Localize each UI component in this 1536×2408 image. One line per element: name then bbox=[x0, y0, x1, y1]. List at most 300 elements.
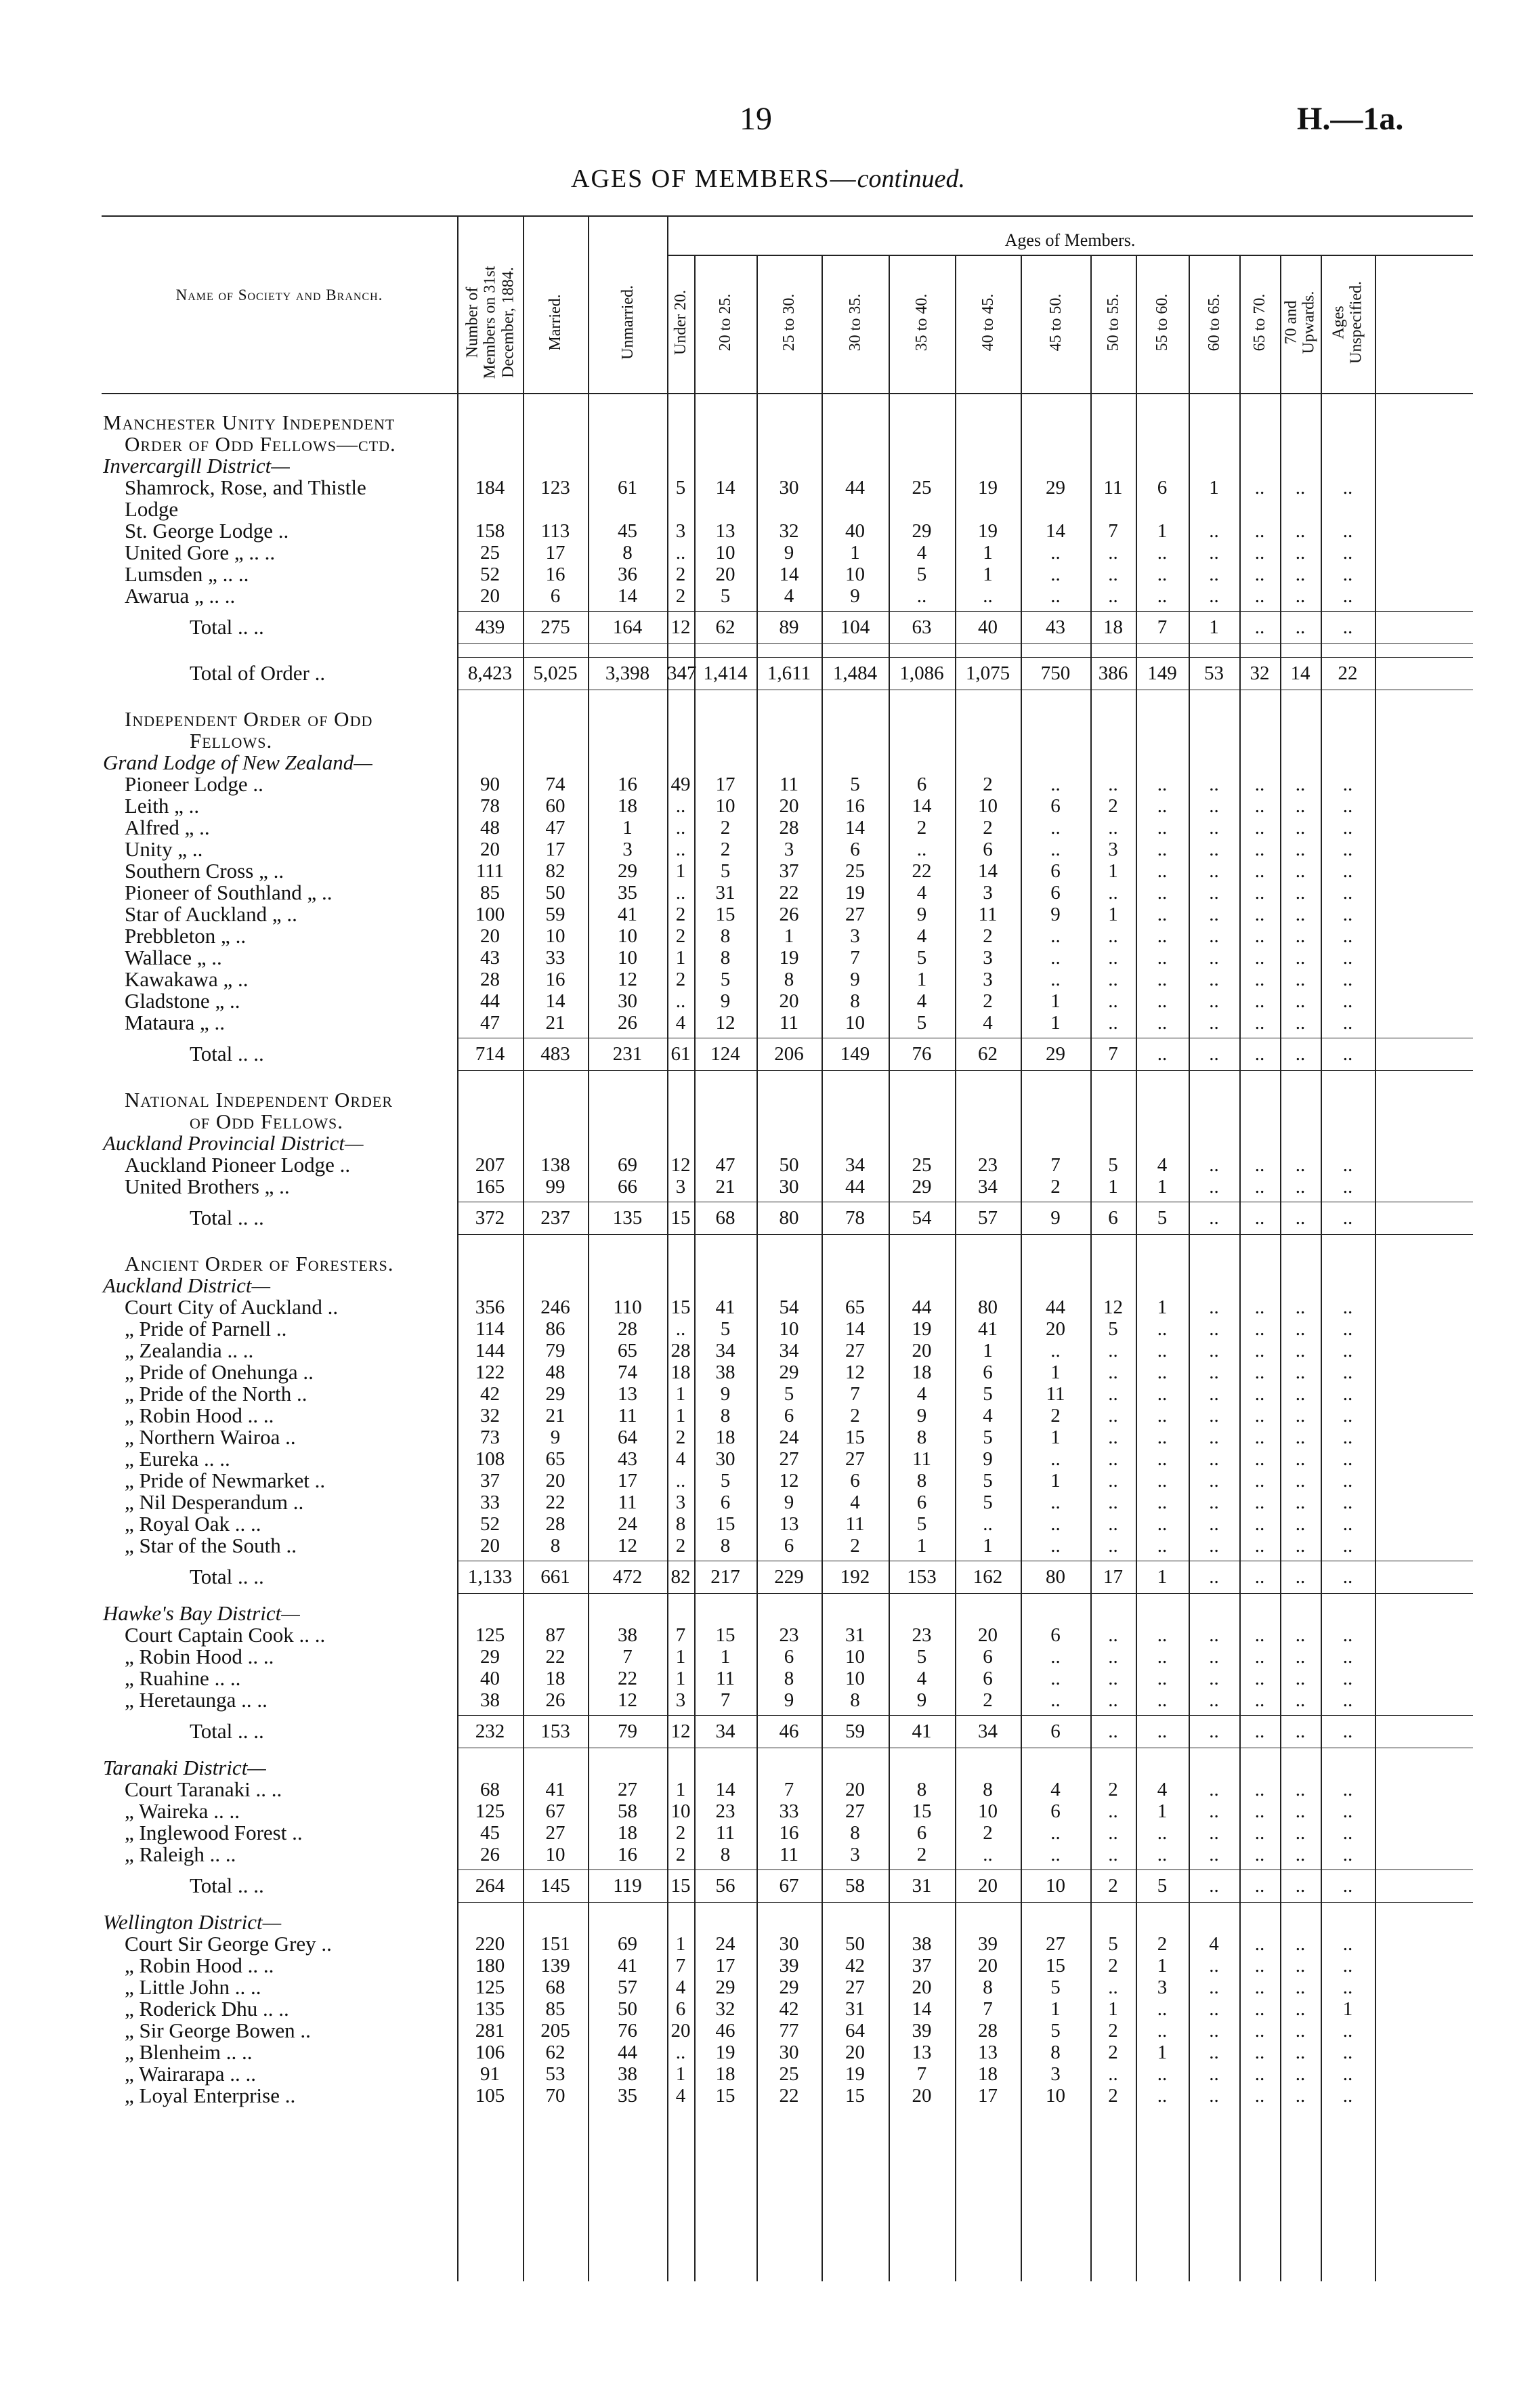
table-cell: 61 bbox=[670, 1043, 691, 1065]
table-cell: 44 bbox=[845, 1176, 865, 1198]
table-cell: .. bbox=[1209, 817, 1219, 839]
table-cell: 13 bbox=[978, 2042, 998, 2063]
table-cell: 8 bbox=[675, 1513, 686, 1535]
table-cell: 85 bbox=[545, 1998, 566, 2020]
table-cell: 27 bbox=[845, 1340, 865, 1361]
table-cell: 65 bbox=[545, 1448, 566, 1470]
item-label: Court Captain Cook .. .. bbox=[125, 1623, 326, 1647]
table-cell: 32 bbox=[480, 1405, 500, 1427]
table-cell: .. bbox=[1108, 1448, 1118, 1470]
table-cell: .. bbox=[1342, 1566, 1353, 1588]
table-cell: .. bbox=[1342, 2085, 1353, 2107]
table-cell: .. bbox=[1342, 2063, 1353, 2085]
table-cell: .. bbox=[1108, 1977, 1118, 1998]
table-cell: 2 bbox=[1108, 1955, 1118, 1977]
table-cell: 9 bbox=[850, 969, 860, 990]
table-cell: .. bbox=[1295, 1043, 1306, 1065]
table-cell: 1,414 bbox=[703, 662, 748, 684]
table-cell: 9 bbox=[720, 1383, 731, 1405]
table-cell: .. bbox=[1295, 1448, 1306, 1470]
table-row bbox=[102, 904, 1473, 925]
table-cell: 5 bbox=[916, 1012, 927, 1034]
table-cell: 8 bbox=[1050, 2042, 1061, 2063]
table-cell: 11 bbox=[1103, 477, 1123, 499]
table-cell: 78 bbox=[845, 1207, 865, 1229]
table-cell: 29 bbox=[1046, 477, 1065, 499]
table-cell: 3 bbox=[675, 1176, 686, 1198]
table-cell: 79 bbox=[618, 1720, 637, 1742]
table-row bbox=[102, 1427, 1473, 1448]
table-cell: 138 bbox=[540, 1154, 570, 1176]
total-row bbox=[102, 1875, 1473, 1897]
table-cell: .. bbox=[1342, 1383, 1353, 1405]
table-cell: .. bbox=[1295, 1535, 1306, 1557]
item-label: „ Robin Hood .. .. bbox=[125, 1953, 274, 1977]
table-cell: 1,075 bbox=[965, 662, 1010, 684]
table-cell: .. bbox=[1157, 542, 1168, 564]
table-cell: .. bbox=[1254, 839, 1265, 860]
table-cell: 27 bbox=[545, 1822, 566, 1844]
table-cell: .. bbox=[1295, 1624, 1306, 1646]
item-label: „ Nil Desperandum .. bbox=[125, 1490, 304, 1514]
table-cell: .. bbox=[1050, 542, 1061, 564]
table-cell: .. bbox=[1209, 1361, 1219, 1383]
table-cell: .. bbox=[1254, 1405, 1265, 1427]
table-cell: 73 bbox=[480, 1427, 500, 1448]
table-cell: 76 bbox=[912, 1043, 932, 1065]
table-cell: 28 bbox=[618, 1318, 637, 1340]
table-cell: .. bbox=[1209, 1566, 1219, 1588]
table-cell: 47 bbox=[715, 1154, 735, 1176]
table-row bbox=[102, 1757, 1473, 1779]
table-cell: .. bbox=[1342, 1513, 1353, 1535]
table-cell: .. bbox=[1254, 1535, 1265, 1557]
table-row bbox=[102, 1340, 1473, 1361]
table-cell: .. bbox=[1254, 1207, 1265, 1229]
item-label: „ Pride of Onehunga .. bbox=[125, 1360, 314, 1384]
table-row bbox=[102, 752, 1473, 774]
table-cell: .. bbox=[1050, 1689, 1061, 1711]
table-row bbox=[102, 1133, 1473, 1154]
table-cell: .. bbox=[1157, 1624, 1168, 1646]
table-row bbox=[102, 1361, 1473, 1383]
table-cell: .. bbox=[1157, 1340, 1168, 1361]
table-cell: 158 bbox=[475, 520, 505, 542]
table-cell: .. bbox=[1342, 1689, 1353, 1711]
table-cell: 1 bbox=[675, 860, 686, 882]
table-cell: 47 bbox=[545, 817, 566, 839]
table-cell: 14 bbox=[912, 795, 932, 817]
table-cell: 8 bbox=[916, 1427, 927, 1448]
table-cell: .. bbox=[1209, 1207, 1219, 1229]
table-cell: 9 bbox=[784, 1689, 794, 1711]
table-cell: .. bbox=[1295, 990, 1306, 1012]
table-cell: 1 bbox=[1050, 1470, 1061, 1492]
table-cell: 15 bbox=[670, 1296, 691, 1318]
table-cell: 18 bbox=[912, 1361, 932, 1383]
table-cell: .. bbox=[1209, 990, 1219, 1012]
table-cell: 67 bbox=[779, 1875, 799, 1897]
table-cell: 2 bbox=[983, 990, 993, 1012]
table-cell: 5 bbox=[916, 564, 927, 585]
table-cell: .. bbox=[1209, 1318, 1219, 1340]
column-header bbox=[1189, 256, 1239, 388]
table-cell: 50 bbox=[545, 882, 566, 904]
column-header-label: 55 to 60. bbox=[1153, 293, 1171, 351]
item-label: Alfred „ .. bbox=[125, 816, 210, 839]
table-cell: 1 bbox=[1157, 1296, 1168, 1318]
table-cell: .. bbox=[1157, 1043, 1168, 1065]
table-cell: .. bbox=[1050, 1668, 1061, 1689]
table-cell: 86 bbox=[545, 1318, 566, 1340]
table-cell: .. bbox=[1108, 2063, 1118, 2085]
table-cell: 2 bbox=[675, 969, 686, 990]
table-cell: .. bbox=[1108, 1361, 1118, 1383]
table-cell: .. bbox=[1295, 882, 1306, 904]
table-cell: .. bbox=[1209, 520, 1219, 542]
table-cell: 2 bbox=[1108, 2020, 1118, 2042]
table-cell: 5 bbox=[784, 1383, 794, 1405]
table-cell: 20 bbox=[845, 2042, 865, 2063]
table-row bbox=[102, 860, 1473, 882]
total-row bbox=[102, 616, 1473, 638]
table-cell: 231 bbox=[612, 1043, 643, 1065]
column-header bbox=[1280, 256, 1321, 388]
table-cell: 42 bbox=[845, 1955, 865, 1977]
table-cell: 23 bbox=[715, 1800, 735, 1822]
table-cell: .. bbox=[1342, 1822, 1353, 1844]
table-row bbox=[102, 1603, 1473, 1624]
table-cell: 6 bbox=[983, 839, 993, 860]
table-cell: .. bbox=[1108, 1822, 1118, 1844]
table-row bbox=[102, 1296, 1473, 1318]
total-row bbox=[102, 1207, 1473, 1229]
table-cell: .. bbox=[1295, 585, 1306, 607]
table-cell: .. bbox=[1108, 1427, 1118, 1448]
table-cell: 2 bbox=[983, 925, 993, 947]
table-cell: 184 bbox=[475, 477, 505, 499]
table-cell: .. bbox=[1209, 904, 1219, 925]
table-cell: .. bbox=[1254, 1844, 1265, 1865]
table-cell: 6 bbox=[784, 1646, 794, 1668]
table-cell: 108 bbox=[475, 1448, 505, 1470]
item-label: Mataura „ .. bbox=[125, 1011, 226, 1034]
item-label: Lumsden „ .. .. bbox=[125, 562, 249, 586]
table-cell: .. bbox=[1157, 1427, 1168, 1448]
table-cell: 1 bbox=[675, 947, 686, 969]
section-label: Order of Odd Fellows—ctd. bbox=[125, 432, 396, 456]
table-row bbox=[102, 520, 1473, 542]
table-cell: 122 bbox=[475, 1361, 505, 1383]
table-cell: 17 bbox=[715, 1955, 735, 1977]
table-cell: 1,611 bbox=[767, 662, 811, 684]
table-cell: 17 bbox=[618, 1470, 637, 1492]
table-cell: 4 bbox=[916, 1383, 927, 1405]
table-cell: 48 bbox=[480, 817, 500, 839]
table-cell: .. bbox=[1209, 1689, 1219, 1711]
table-cell: 1 bbox=[675, 1779, 686, 1800]
column-header-label: Ages Unspecified. bbox=[1329, 280, 1365, 364]
table-cell: 1 bbox=[983, 542, 993, 564]
table-cell: .. bbox=[1342, 947, 1353, 969]
table-cell: 10 bbox=[1046, 1875, 1065, 1897]
table-cell: 12 bbox=[845, 1361, 865, 1383]
total-rule-above bbox=[457, 1715, 1473, 1716]
table-cell: 2 bbox=[720, 839, 731, 860]
total-label: Total of Order .. bbox=[190, 661, 326, 685]
table-cell: 80 bbox=[1046, 1566, 1065, 1588]
table-cell: .. bbox=[1342, 1207, 1353, 1229]
table-cell: 41 bbox=[618, 904, 637, 925]
table-cell: .. bbox=[1295, 1513, 1306, 1535]
total-row bbox=[102, 1720, 1473, 1742]
table-cell: 24 bbox=[779, 1427, 799, 1448]
table-cell: 87 bbox=[545, 1624, 566, 1646]
table-cell: .. bbox=[675, 839, 686, 860]
table-cell: .. bbox=[1108, 1624, 1118, 1646]
item-label: „ Blenheim .. .. bbox=[125, 2040, 253, 2064]
column-header bbox=[588, 256, 667, 388]
district-label: Taranaki District— bbox=[103, 1756, 266, 1779]
table-cell: .. bbox=[1342, 904, 1353, 925]
table-cell: .. bbox=[1050, 1822, 1061, 1844]
table-cell: .. bbox=[983, 1844, 993, 1865]
table-cell: .. bbox=[1209, 1492, 1219, 1513]
table-cell: 20 bbox=[480, 839, 500, 860]
table-cell: 31 bbox=[845, 1998, 865, 2020]
table-cell: 20 bbox=[912, 1977, 932, 1998]
table-cell: .. bbox=[1342, 564, 1353, 585]
column-header bbox=[523, 256, 588, 388]
table-cell: .. bbox=[1295, 860, 1306, 882]
table-cell: .. bbox=[1157, 1720, 1168, 1742]
table-cell: 3 bbox=[983, 969, 993, 990]
table-cell: 25 bbox=[912, 477, 932, 499]
table-cell: 162 bbox=[973, 1566, 1003, 1588]
table-cell: .. bbox=[1295, 1998, 1306, 2020]
table-cell: .. bbox=[1209, 860, 1219, 882]
table-cell: .. bbox=[1209, 2042, 1219, 2063]
table-cell: .. bbox=[1254, 1154, 1265, 1176]
table-cell: 82 bbox=[545, 860, 566, 882]
table-cell: 4 bbox=[675, 1012, 686, 1034]
table-cell: 4 bbox=[1050, 1779, 1061, 1800]
table-cell: 4 bbox=[1157, 1154, 1168, 1176]
section-label: of Odd Fellows. bbox=[190, 1110, 343, 1133]
table-cell: .. bbox=[1342, 1318, 1353, 1340]
table-cell: .. bbox=[1295, 1470, 1306, 1492]
table-cell: 34 bbox=[715, 1720, 735, 1742]
table-cell: 23 bbox=[779, 1624, 799, 1646]
table-cell: .. bbox=[675, 1470, 686, 1492]
column-header bbox=[822, 256, 889, 388]
table-cell: 39 bbox=[779, 1955, 799, 1977]
table-cell: 1 bbox=[916, 969, 927, 990]
table-cell: 12 bbox=[1103, 1296, 1123, 1318]
table-cell: 19 bbox=[845, 2063, 865, 2085]
total-row bbox=[102, 662, 1473, 684]
table-cell: .. bbox=[1254, 774, 1265, 795]
table-cell: 24 bbox=[618, 1513, 637, 1535]
table-cell: .. bbox=[1342, 1933, 1353, 1955]
table-cell: 483 bbox=[540, 1043, 570, 1065]
table-cell: .. bbox=[1157, 1405, 1168, 1427]
table-cell: 20 bbox=[912, 1340, 932, 1361]
table-cell: 4 bbox=[983, 1012, 993, 1034]
column-header bbox=[1239, 256, 1280, 388]
table-cell: 44 bbox=[912, 1296, 932, 1318]
table-cell: 30 bbox=[779, 2042, 799, 2063]
table-cell: 3 bbox=[1108, 839, 1118, 860]
table-cell: .. bbox=[1209, 882, 1219, 904]
table-cell: .. bbox=[1342, 1470, 1353, 1492]
item-label: United Gore „ .. .. bbox=[125, 541, 276, 564]
table-cell: 264 bbox=[475, 1875, 505, 1897]
total-label: Total .. .. bbox=[190, 1719, 264, 1743]
table-cell: 12 bbox=[618, 969, 637, 990]
table-cell: .. bbox=[1108, 1689, 1118, 1711]
ages-group-header: Ages of Members. bbox=[1004, 230, 1136, 250]
item-label: United Brothers „ .. bbox=[125, 1175, 290, 1198]
table-cell: 7 bbox=[784, 1779, 794, 1800]
table-cell: 21 bbox=[545, 1012, 566, 1034]
table-cell: 124 bbox=[710, 1043, 740, 1065]
table-cell: 2 bbox=[1108, 2085, 1118, 2107]
table-row bbox=[102, 542, 1473, 564]
table-cell: .. bbox=[1295, 542, 1306, 564]
table-cell: .. bbox=[1295, 904, 1306, 925]
table-cell: 16 bbox=[779, 1822, 799, 1844]
table-cell: 1 bbox=[1157, 1955, 1168, 1977]
table-cell: 60 bbox=[545, 795, 566, 817]
table-cell: .. bbox=[1342, 882, 1353, 904]
table-cell: .. bbox=[1295, 616, 1306, 638]
table-row bbox=[102, 455, 1473, 477]
table-cell: .. bbox=[1254, 1779, 1265, 1800]
table-cell: 12 bbox=[670, 1720, 691, 1742]
table-cell: .. bbox=[1295, 2020, 1306, 2042]
table-cell: 9 bbox=[550, 1427, 561, 1448]
table-cell: 12 bbox=[670, 1154, 691, 1176]
table-cell: 20 bbox=[779, 795, 799, 817]
total-rule-below bbox=[457, 643, 1473, 644]
table-cell: .. bbox=[1108, 1340, 1118, 1361]
table-cell: 57 bbox=[618, 1977, 637, 1998]
table-cell: .. bbox=[1157, 1998, 1168, 2020]
item-label: „ Star of the South .. bbox=[125, 1534, 297, 1557]
table-cell: 30 bbox=[779, 477, 799, 499]
table-cell: 4 bbox=[1157, 1779, 1168, 1800]
table-cell: 68 bbox=[480, 1779, 500, 1800]
table-cell: 151 bbox=[540, 1933, 570, 1955]
table-cell: 1 bbox=[675, 1933, 686, 1955]
table-cell: 7 bbox=[850, 1383, 860, 1405]
table-cell: 19 bbox=[978, 520, 998, 542]
table-cell: 26 bbox=[618, 1012, 637, 1034]
table-row bbox=[102, 434, 1473, 455]
table-cell: 44 bbox=[480, 990, 500, 1012]
table-cell: 29 bbox=[912, 1176, 932, 1198]
table-cell: 37 bbox=[912, 1955, 932, 1977]
table-cell: 3 bbox=[850, 925, 860, 947]
table-cell: .. bbox=[916, 585, 927, 607]
table-cell: 125 bbox=[475, 1977, 505, 1998]
table-cell: .. bbox=[1342, 1012, 1353, 1034]
table-cell: .. bbox=[1209, 1296, 1219, 1318]
table-cell: 8 bbox=[720, 947, 731, 969]
table-cell: 2 bbox=[850, 1535, 860, 1557]
table-cell: 22 bbox=[545, 1646, 566, 1668]
table-cell: .. bbox=[1209, 1043, 1219, 1065]
table-cell: 29 bbox=[715, 1977, 735, 1998]
table-cell: 76 bbox=[618, 2020, 637, 2042]
column-header bbox=[694, 256, 756, 388]
table-cell: .. bbox=[1157, 904, 1168, 925]
table-cell: .. bbox=[1157, 1689, 1168, 1711]
table-row bbox=[102, 1998, 1473, 2020]
table-cell: .. bbox=[1050, 839, 1061, 860]
table-cell: 42 bbox=[779, 1998, 799, 2020]
table-cell: 1 bbox=[675, 1646, 686, 1668]
table-cell: 31 bbox=[715, 882, 735, 904]
table-cell: .. bbox=[1209, 564, 1219, 585]
table-cell: 139 bbox=[540, 1955, 570, 1977]
table-cell: 10 bbox=[779, 1318, 799, 1340]
table-cell: 85 bbox=[480, 882, 500, 904]
table-cell: .. bbox=[1295, 1154, 1306, 1176]
table-cell: 6 bbox=[916, 774, 927, 795]
table-cell: 27 bbox=[845, 904, 865, 925]
table-cell: 2 bbox=[675, 1427, 686, 1448]
table-cell: 15 bbox=[715, 2085, 735, 2107]
table-cell: 145 bbox=[540, 1875, 570, 1897]
table-cell: .. bbox=[1295, 2085, 1306, 2107]
table-cell: 11 bbox=[780, 1012, 798, 1034]
item-label: Lodge bbox=[125, 497, 179, 521]
table-cell: 41 bbox=[618, 1955, 637, 1977]
table-cell: .. bbox=[1254, 616, 1265, 638]
table-top-rule bbox=[102, 215, 1473, 217]
table-cell: .. bbox=[1254, 564, 1265, 585]
table-cell: 64 bbox=[618, 1427, 637, 1448]
table-cell: .. bbox=[1209, 542, 1219, 564]
table-cell: 59 bbox=[845, 1720, 865, 1742]
table-cell: .. bbox=[1342, 1492, 1353, 1513]
table-cell: 32 bbox=[1250, 662, 1270, 684]
table-cell: 6 bbox=[850, 839, 860, 860]
table-cell: .. bbox=[1295, 1779, 1306, 1800]
table-cell: .. bbox=[1157, 564, 1168, 585]
table-cell: 99 bbox=[545, 1176, 566, 1198]
table-cell: 34 bbox=[978, 1176, 998, 1198]
item-label: Kawakawa „ .. bbox=[125, 967, 249, 991]
table-row bbox=[102, 1154, 1473, 1176]
table-cell: 9 bbox=[916, 1405, 927, 1427]
table-cell: .. bbox=[1295, 1207, 1306, 1229]
table-cell: .. bbox=[1209, 839, 1219, 860]
table-cell: .. bbox=[1157, 1448, 1168, 1470]
table-cell: 5 bbox=[983, 1383, 993, 1405]
district-label: Auckland District— bbox=[103, 1273, 271, 1297]
table-cell: 1 bbox=[1209, 616, 1219, 638]
table-cell: .. bbox=[1295, 1340, 1306, 1361]
section-label: National Independent Order bbox=[125, 1088, 393, 1112]
table-cell: 1 bbox=[1050, 1361, 1061, 1383]
table-cell: 17 bbox=[545, 542, 566, 564]
item-label: Pioneer of Southland „ .. bbox=[125, 881, 333, 904]
table-cell: 113 bbox=[540, 520, 570, 542]
table-cell: 18 bbox=[670, 1361, 691, 1383]
